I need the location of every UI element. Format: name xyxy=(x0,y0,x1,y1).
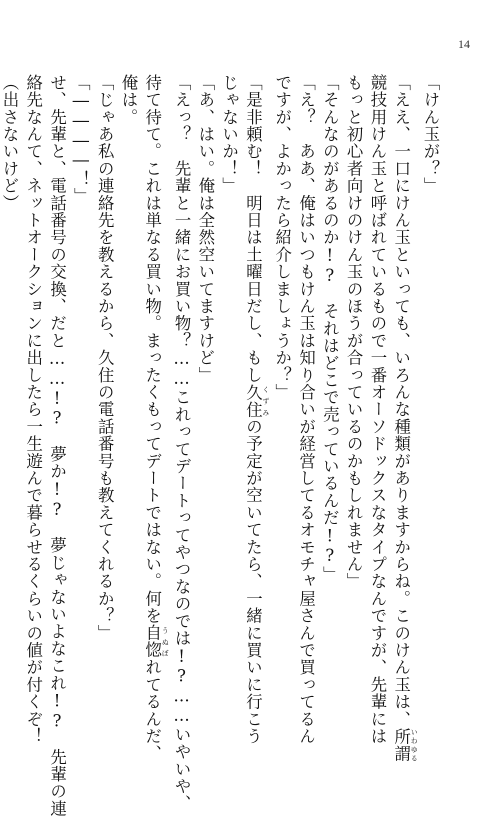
text-segment: 「あ、はい。俺は全然空いてますけど」 xyxy=(195,74,215,384)
text-line xyxy=(169,74,193,812)
text-segment: の予定が空いてたら、一緒に買いに行こう xyxy=(243,418,263,745)
text-segment: せ、先輩と、電話番号の交換、だと……!? 夢か!? 夢じゃないよなこれ!? 先輩の連 xyxy=(47,74,67,817)
ruby-reading: うぬぼ xyxy=(161,624,170,659)
text-segment: れてるんだ、 xyxy=(142,658,162,763)
vertical-text-body xyxy=(0,74,442,817)
text-segment: 「ええ、一口にけん玉といっても、いろんな種類がありますからね。このけん玉は、 xyxy=(391,74,411,728)
ruby-base: 久住 xyxy=(243,383,263,419)
ruby-annotation xyxy=(243,383,270,419)
text-line xyxy=(217,74,241,686)
ruby-base: 自惚 xyxy=(142,624,162,659)
text-line xyxy=(341,74,365,686)
ruby-reading: くずみ xyxy=(261,383,270,419)
text-line xyxy=(0,74,21,686)
text-line xyxy=(116,74,140,686)
text-line xyxy=(241,74,270,745)
text-line xyxy=(318,74,342,686)
text-line xyxy=(140,74,170,763)
page-number: 14 xyxy=(458,37,470,51)
text-segment: 「えっ？ 先輩と一緒にお買い物？……これってデートってやつなのでは!?……いやいや、 xyxy=(172,74,192,812)
text-segment: 「是非頼む！ 明日は土曜日だし、もし xyxy=(243,74,263,384)
text-line xyxy=(270,74,294,686)
text-segment: （出さないけど） xyxy=(0,74,19,212)
text-segment: ですが、よかったら紹介しましょうか？」 xyxy=(272,74,292,401)
text-line xyxy=(69,74,93,686)
text-line xyxy=(294,74,318,745)
text-line xyxy=(193,74,217,686)
ruby-annotation xyxy=(391,727,419,763)
text-segment: じゃないか！」 xyxy=(219,74,239,195)
text-segment: 「――――！」 xyxy=(71,74,91,205)
text-segment: 「そんなのがあるのか!? それはどこで売っているんだ!?」 xyxy=(320,74,340,584)
text-line xyxy=(389,74,419,763)
text-segment: 「じゃあ私の連絡先を教えるから、久住の電話番号も教えてくれるか？」 xyxy=(95,74,115,642)
ruby-base: 所謂 xyxy=(391,727,411,763)
text-line xyxy=(45,74,69,817)
text-segment: もっと初心者向けのけん玉のほうが合っているのかもしれません」 xyxy=(344,74,364,590)
text-segment: 競技用けん玉と呼ばれているもので一番オーソドックスなタイプなんですが、先輩には xyxy=(367,74,387,745)
ruby-reading: いわゆる xyxy=(410,727,419,763)
ruby-annotation xyxy=(142,624,170,659)
text-segment: 俺は。 xyxy=(118,74,138,126)
text-segment: 絡先なんて、ネットオークションに出したら一生遊んで暮らせるくらいの値が付くぞ！ xyxy=(23,74,43,745)
text-segment: 待て待て。これは単なる買い物。まったくもってデートではない。何を xyxy=(142,74,162,625)
text-line xyxy=(92,74,116,686)
text-line xyxy=(365,74,389,745)
text-segment: 「けん玉が？」 xyxy=(421,74,440,195)
text-line xyxy=(418,74,442,686)
text-line xyxy=(21,74,45,745)
text-segment: 「え？ ああ、俺はいつもけん玉は知り合いが経営してるオモチャ屋さんで買ってるん xyxy=(296,74,316,745)
